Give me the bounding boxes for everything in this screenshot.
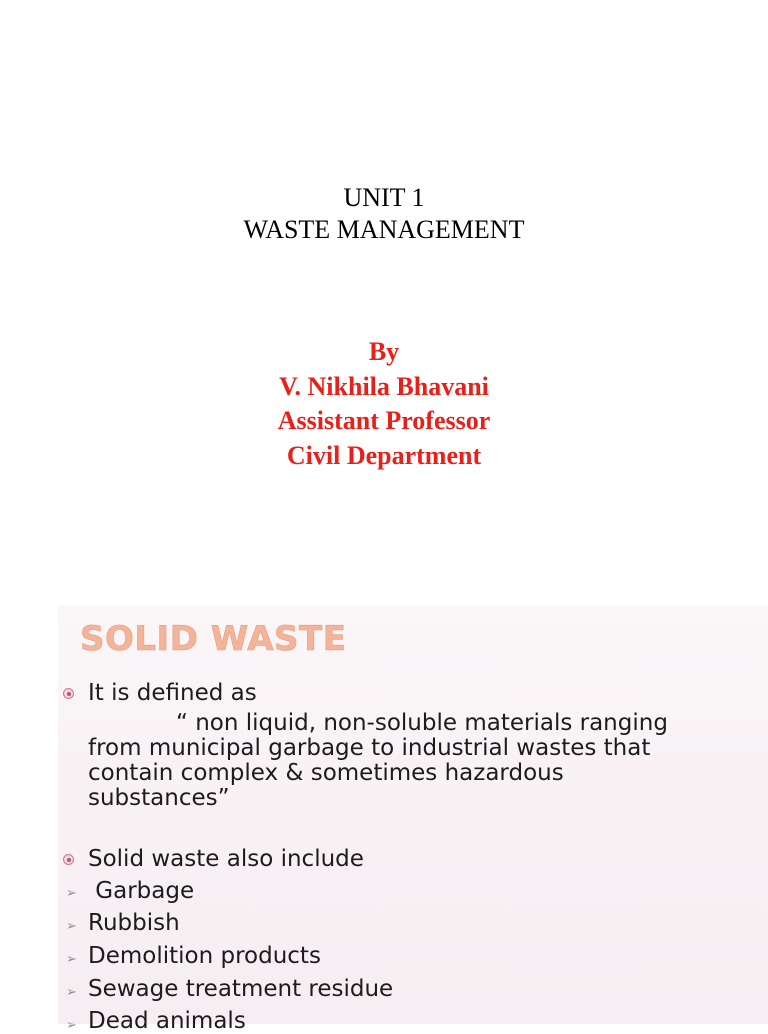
unit-title xyxy=(0,182,768,246)
circle-bullet-icon xyxy=(63,854,74,865)
unit-number: UNIT 1 xyxy=(343,183,425,212)
definition-line: from municipal garbage to industrial wastes that xyxy=(88,735,651,761)
author-department: Civil Department xyxy=(286,440,482,470)
include-intro: Solid waste also include xyxy=(88,846,364,872)
definition-line: substances” xyxy=(88,785,230,811)
author-name: V. Nikhila Bhavani xyxy=(279,371,489,401)
list-item: Dead animals xyxy=(88,1008,246,1034)
definition-intro: It is defined as xyxy=(88,680,257,706)
definition-line: contain complex & sometimes hazardous xyxy=(88,760,564,786)
unit-subject: WASTE MANAGEMENT xyxy=(243,215,525,244)
slide-heading: SOLID WASTE xyxy=(80,619,347,659)
author-designation: Assistant Professor xyxy=(277,406,491,435)
circle-bullet-icon xyxy=(63,688,74,699)
author-info xyxy=(0,335,768,473)
arrow-bullet-icon: ➢ xyxy=(66,952,77,967)
author-by: By xyxy=(368,337,400,366)
definition-line: “ non liquid, non-soluble materials ranging xyxy=(176,710,668,736)
arrow-bullet-icon: ➢ xyxy=(66,1018,77,1033)
list-item: Rubbish xyxy=(88,910,180,936)
arrow-bullet-icon: ➢ xyxy=(66,985,77,1000)
list-item: Garbage xyxy=(88,878,195,904)
embedded-slide-image xyxy=(58,605,768,1034)
list-item: Demolition products xyxy=(88,943,321,969)
arrow-bullet-icon: ➢ xyxy=(66,919,77,934)
arrow-bullet-icon: ➢ xyxy=(66,886,77,901)
list-item: Sewage treatment residue xyxy=(88,976,394,1002)
